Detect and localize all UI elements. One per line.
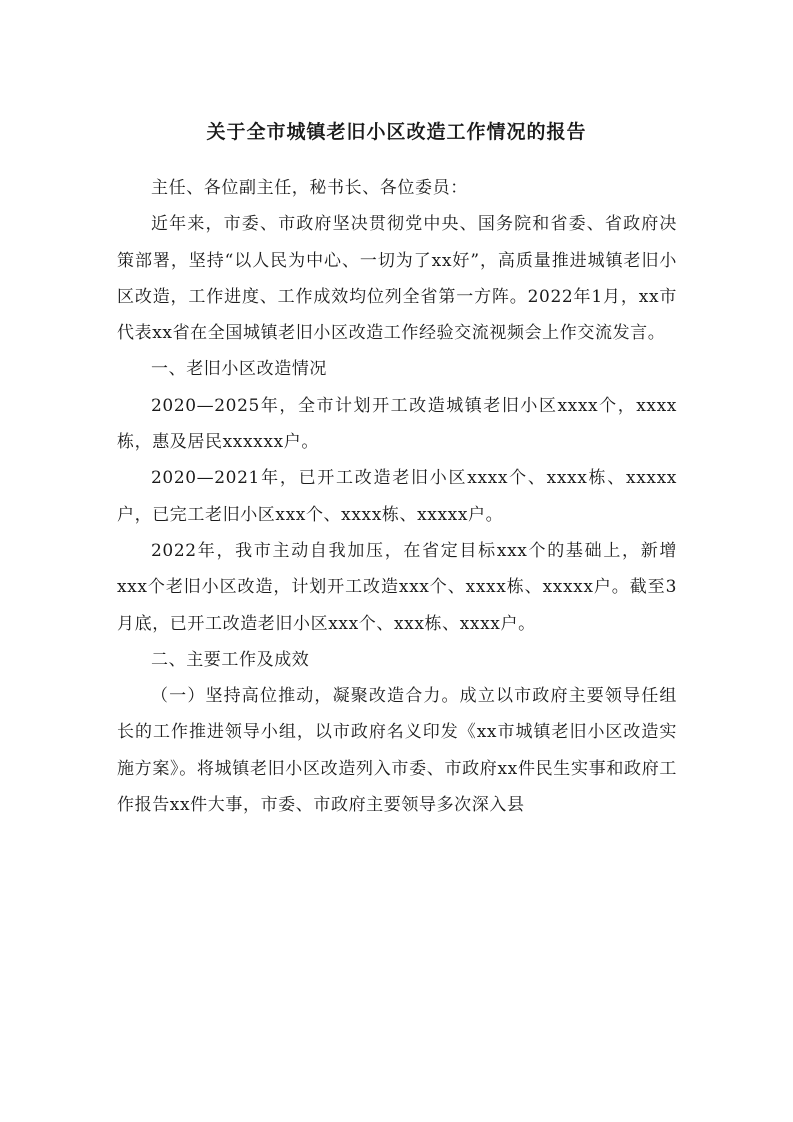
target-paragraph: 2022年，我市主动自我加压，在省定目标xxx个的基础上，新增xxx个老旧小区改造，计划开工改造xxx个、xxxx栋、xxxxx户。截至3月底，已开工改造老旧小区xxx个、xxx栋、xxxx户。 xyxy=(117,540,677,634)
salutation: 主任、各位副主任，秘书长、各位委员： xyxy=(151,178,468,198)
document-body xyxy=(117,170,677,823)
work-item-1-paragraph: （一）坚持高位推动，凝聚改造合力。成立以市政府主要领导任组长的工作推进领导小组，以市政府名义印发《xx市城镇老旧小区改造实施方案》。将城镇老旧小区改造列入市委、市政府xx件民生实事和政府工作报告xx件大事，市委、市政府主要领导多次深入县 xyxy=(117,686,677,816)
section-heading-1: 一、老旧小区改造情况 xyxy=(151,359,327,380)
section-heading-2: 二、主要工作及成效 xyxy=(151,649,310,670)
plan-paragraph: 2020—2025年，全市计划开工改造城镇老旧小区xxxx个，xxxx栋，惠及居民xxxxxx户。 xyxy=(117,395,677,453)
progress-paragraph: 2020—2021年，已开工改造老旧小区xxxx个、xxxx栋、xxxxx户，已完工老旧小区xxx个、xxxx栋、xxxxx户。 xyxy=(117,468,677,525)
intro-paragraph: 近年来，市委、市政府坚决贯彻党中央、国务院和省委、省政府决策部署，坚持“以人民为中心、一切为了xx好”，高质量推进城镇老旧小区改造，工作进度、工作成效均位列全省第一方阵。2022年1月，xx市代表xx省在全国城镇老旧小区改造工作经验交流视频会上作交流发言。 xyxy=(117,214,677,344)
document-title: 关于全市城镇老旧小区改造工作情况的报告 xyxy=(206,121,587,143)
